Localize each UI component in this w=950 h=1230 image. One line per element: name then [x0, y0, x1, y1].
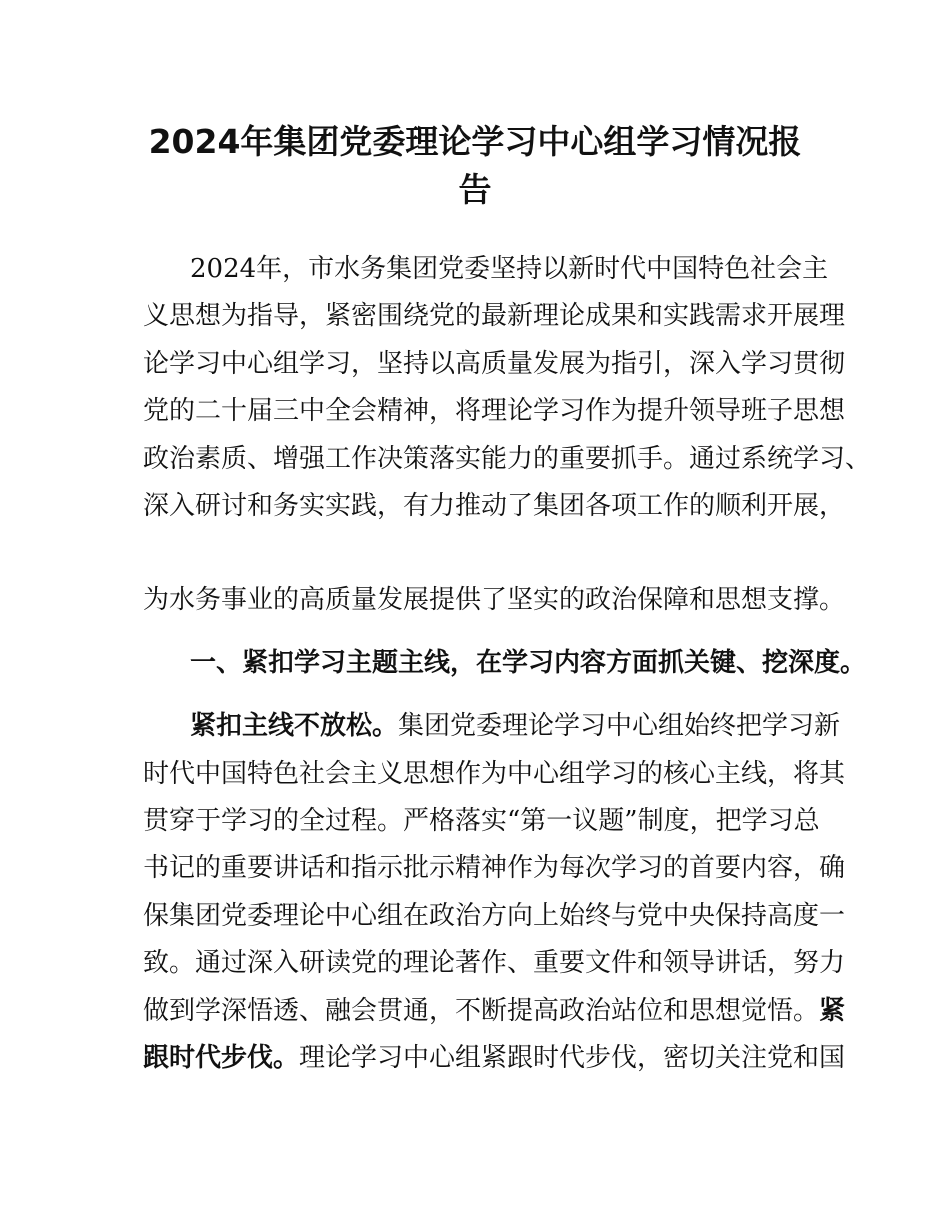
line-text: 做到学深悟透、融会贯通，不断提高政治站位和思想觉悟。 — [143, 996, 820, 1026]
paragraph-line — [190, 710, 841, 742]
paragraph-line — [143, 1042, 846, 1074]
bold-lead: 紧 — [819, 996, 846, 1026]
paragraph-line: 保集团党委理论中心组在政治方向上始终与党中央保持高度一 — [143, 901, 846, 931]
paragraph-line: 致。通过深入研读党的理论著作、重要文件和领导讲话，努力 — [143, 948, 846, 978]
line-text: 理论学习中心组紧跟时代步伐，密切关注党和国 — [299, 1043, 846, 1073]
paragraph-line: 义思想为指导，紧密围绕党的最新理论成果和实践需求开展理 — [143, 301, 846, 331]
paragraph-line: 论学习中心组学习，坚持以高质量发展为指引，深入学习贯彻 — [143, 349, 846, 379]
bold-lead: 紧扣主线不放松。 — [190, 711, 399, 741]
document-title-continued: 告 — [458, 170, 492, 209]
line-text: 集团党委理论学习中心组始终把学习新 — [398, 711, 841, 741]
paragraph-line: 深入研讨和务实实践，有力推动了集团各项工作的顺利开展， — [143, 491, 846, 521]
paragraph-line — [143, 995, 846, 1027]
paragraph-line: 贯穿于学习的全过程。严格落实“第一议题”制度，把学习总 — [143, 806, 820, 836]
document-title: 2024年集团党委理论学习中心组学习情况报 — [148, 122, 802, 161]
paragraph-line: 书记的重要讲话和指示批示精神作为每次学习的首要内容，确 — [143, 853, 846, 883]
paragraph-line: 2024年，市水务集团党委坚持以新时代中国特色社会主 — [190, 254, 829, 284]
paragraph-line: 为水务事业的高质量发展提供了坚实的政治保障和思想支撑。 — [143, 585, 846, 615]
section-heading: 一、紧扣学习主题主线，在学习内容方面抓关键、挖深度。 — [190, 648, 867, 678]
paragraph-line: 政治素质、增强工作决策落实能力的重要抓手。通过系统学习、 — [143, 444, 872, 474]
paragraph-line: 时代中国特色社会主义思想作为中心组学习的核心主线，将其 — [143, 759, 846, 789]
paragraph-line: 党的二十届三中全会精神，将理论学习作为提升领导班子思想 — [143, 396, 846, 426]
bold-lead: 跟时代步伐。 — [143, 1043, 300, 1073]
